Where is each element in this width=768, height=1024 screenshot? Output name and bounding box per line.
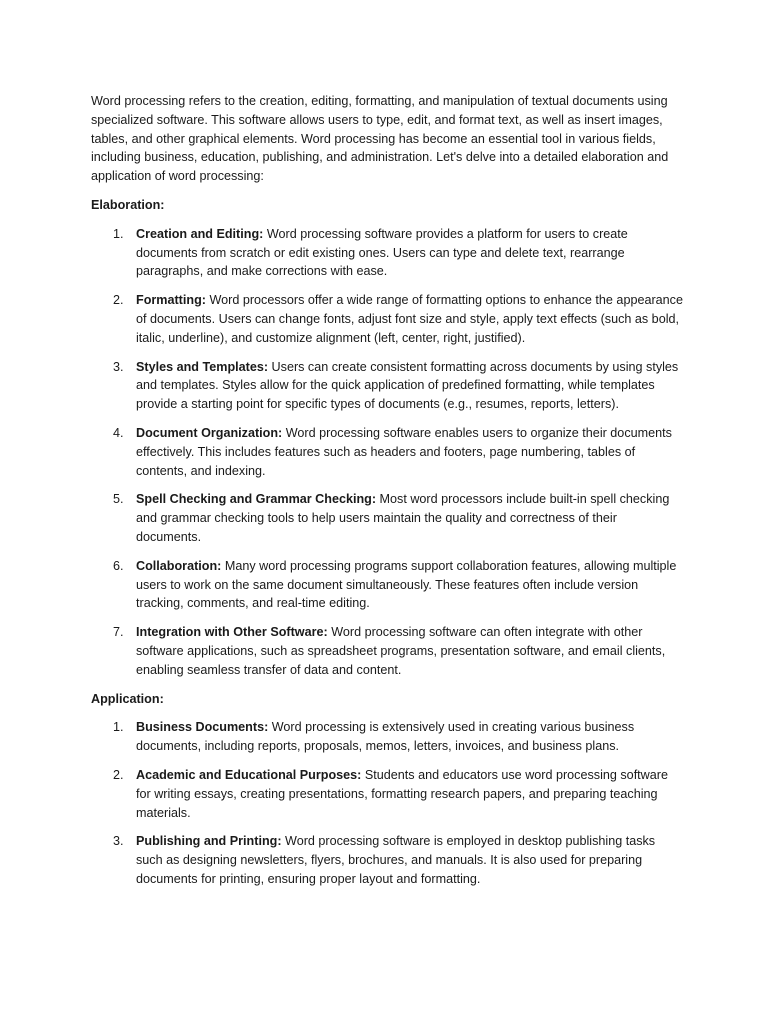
list-item-title: Creation and Editing: [136, 226, 264, 241]
list-item-text: Word processors offer a wide range of formatting options to enhance the appearance of documents. Users can change fonts, adjust font size and style, apply text effects (such as bold, italic, underline), and customize alignment (left, center, right, justified). [136, 293, 683, 345]
list-item-title: Publishing and Printing: [136, 834, 282, 849]
list-item-title: Integration with Other Software: [136, 625, 328, 640]
list-item-number: 5. [113, 492, 124, 507]
elaboration-heading: Elaboration: [91, 197, 165, 212]
list-item [91, 358, 685, 414]
list-item-text: Users can create consistent formatting across documents by using styles and templates. Styles allow for the quick application of predefined formatting, while templates provide a starting point for specific types of documents (e.g., resumes, reports, letters). [136, 359, 679, 412]
list-item-text: Most word processors include built-in spell checking and grammar checking tools to help users maintain the quality and correctness of their documents. [136, 492, 670, 544]
list-item-title: Spell Checking and Grammar Checking: [136, 492, 377, 507]
list-item [91, 424, 685, 480]
list-item-text: Word processing software can often integrate with other software applications, such as spreadsheet programs, presentation software, and email clients, enabling seamless transfer of data and content. [136, 625, 666, 677]
list-item-title: Collaboration: [136, 558, 222, 573]
list-item-number: 2. [113, 767, 124, 782]
list-item-text: Students and educators use word processing software for writing essays, creating presentations, formatting research papers, and preparing teaching materials. [136, 767, 668, 820]
list-item-number: 3. [113, 359, 124, 374]
list-item-text: Word processing software is employed in desktop publishing tasks such as designing newsletters, flyers, brochures, and manuals. It is also used for preparing documents for printing, ensuring proper layout and formatting. [136, 834, 656, 886]
list-item [91, 557, 685, 613]
application-list [91, 718, 685, 888]
intro-paragraph: Word processing refers to the creation, editing, formatting, and manipulation of textual documents using specialized software. This software allows users to type, edit, and format text, as well as insert images, tables, and other graphical elements. Word processing has become an essential tool in various fields, including business, education, publishing, and administration. Let's delve into a detailed elaboration and application of word processing: [91, 94, 669, 184]
list-item-title: Academic and Educational Purposes: [136, 767, 362, 782]
list-item [91, 225, 685, 281]
list-item-number: 1. [113, 720, 124, 735]
list-item [91, 623, 685, 679]
list-item-title: Formatting: [136, 293, 206, 308]
list-item-number: 1. [113, 226, 124, 241]
list-item-number: 3. [113, 834, 124, 849]
list-item [91, 766, 685, 822]
list-item [91, 832, 685, 888]
list-item-number: 2. [113, 293, 124, 308]
list-item-text: Word processing software provides a platform for users to create documents from scratch or edit existing ones. Users can type and delete text, rearrange paragraphs, and make corrections with ease. [136, 226, 628, 279]
list-item-number: 7. [113, 625, 124, 640]
list-item-number: 4. [113, 425, 124, 440]
list-item-title: Styles and Templates: [136, 359, 269, 374]
list-item-text: Many word processing programs support collaboration features, allowing multiple users to work on the same document simultaneously. These features often include version tracking, comments, and real-time editing. [136, 558, 677, 611]
list-item-number: 6. [113, 558, 124, 573]
list-item-text: Word processing is extensively used in creating various business documents, including reports, proposals, memos, letters, invoices, and business plans. [136, 720, 635, 754]
elaboration-list [91, 225, 685, 680]
document-page [91, 92, 685, 899]
list-item [91, 490, 685, 546]
list-item-title: Document Organization: [136, 425, 283, 440]
application-heading: Application: [91, 691, 164, 706]
list-item [91, 718, 685, 756]
list-item-text: Word processing software enables users to organize their documents effectively. This includes features such as headers and footers, page numbering, tables of contents, and indexing. [136, 425, 672, 478]
list-item-title: Business Documents: [136, 720, 269, 735]
list-item [91, 291, 685, 347]
